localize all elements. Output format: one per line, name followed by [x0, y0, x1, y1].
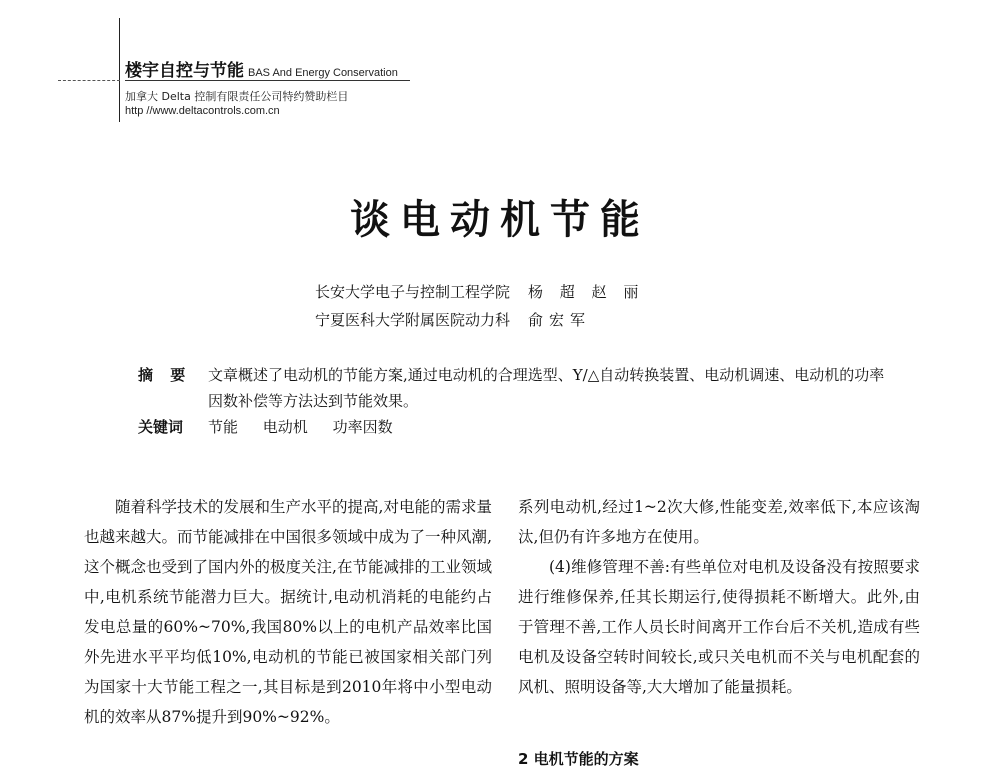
keyword: 节能 [208, 418, 239, 436]
header-vertical-rule [119, 18, 120, 122]
body-column-right [518, 492, 920, 702]
author-row [315, 306, 644, 334]
abstract-text: 文章概述了电动机的节能方案,通过电动机的合理选型、Y/△自动转换装置、电动机调速、电动机的功率因数补偿等方法达到节能效果。 [208, 366, 885, 410]
keyword: 功率因数 [332, 418, 393, 436]
brand-chinese: 楼宇自控与节能 [125, 61, 244, 81]
author-affiliation: 长安大学电子与控制工程学院 [315, 283, 511, 301]
header-dashed-rule [58, 80, 120, 81]
sponsor-url: http //www.deltacontrols.com.cn [125, 105, 280, 117]
abstract-block [138, 362, 898, 440]
abstract-label: 摘 要 [138, 366, 192, 384]
abstract-row [138, 362, 898, 414]
keywords-row [138, 414, 898, 440]
article-title: 谈电动机节能 [350, 197, 650, 243]
author-names: 杨 超 赵 丽 [528, 283, 645, 301]
author-affiliation: 宁夏医科大学附属医院动力科 [315, 311, 511, 329]
author-row [315, 278, 644, 306]
author-block [315, 278, 644, 334]
section-heading: 2 电机节能的方案 [518, 750, 639, 768]
author-names: 俞宏军 [528, 311, 592, 329]
body-paragraph: (4)维修管理不善:有些单位对电机及设备没有按照要求进行维修保养,任其长期运行,使得损耗不断增大。此外,由于管理不善,工作人员长时间离开工作台后不关机,造成有些电机及设备空转时间较长,或只关电机而不关与电机配套的风机、照明设备等,大大增加了能量损耗。 [518, 558, 920, 696]
brand-underline [125, 80, 410, 81]
keyword: 电动机 [262, 418, 308, 436]
brand-english: BAS And Energy Conservation [248, 67, 398, 79]
keywords-list [208, 414, 898, 440]
journal-header [0, 0, 1000, 130]
sponsor-line: 加拿大 Delta 控制有限责任公司特约赞助栏目 [125, 90, 349, 103]
keywords-label: 关键词 [138, 418, 184, 436]
body-paragraph: 随着科学技术的发展和生产水平的提高,对电能的需求量也越来越大。而节能减排在中国很多领域中成为了一种风潮,这个概念也受到了国内外的极度关注,在节能减排的工业领域中,电机系统节能潜力巨大。据统计,电动机消耗的电能约占发电总量的60%~70%,我国80%以上的电机产品效率比国外先进水平平均低10%,电动机的节能已被国家相关部门列为国家十大节能工程之一,其目标是到2010年将中小型电动机的效率从87%提升到90%~92%。 [84, 498, 492, 726]
body-column-left [84, 492, 492, 732]
body-paragraph-continued: 系列电动机,经过1~2次大修,性能变差,效率低下,本应该淘汰,但仍有许多地方在使用。 [518, 498, 920, 546]
column-brand [125, 56, 398, 81]
